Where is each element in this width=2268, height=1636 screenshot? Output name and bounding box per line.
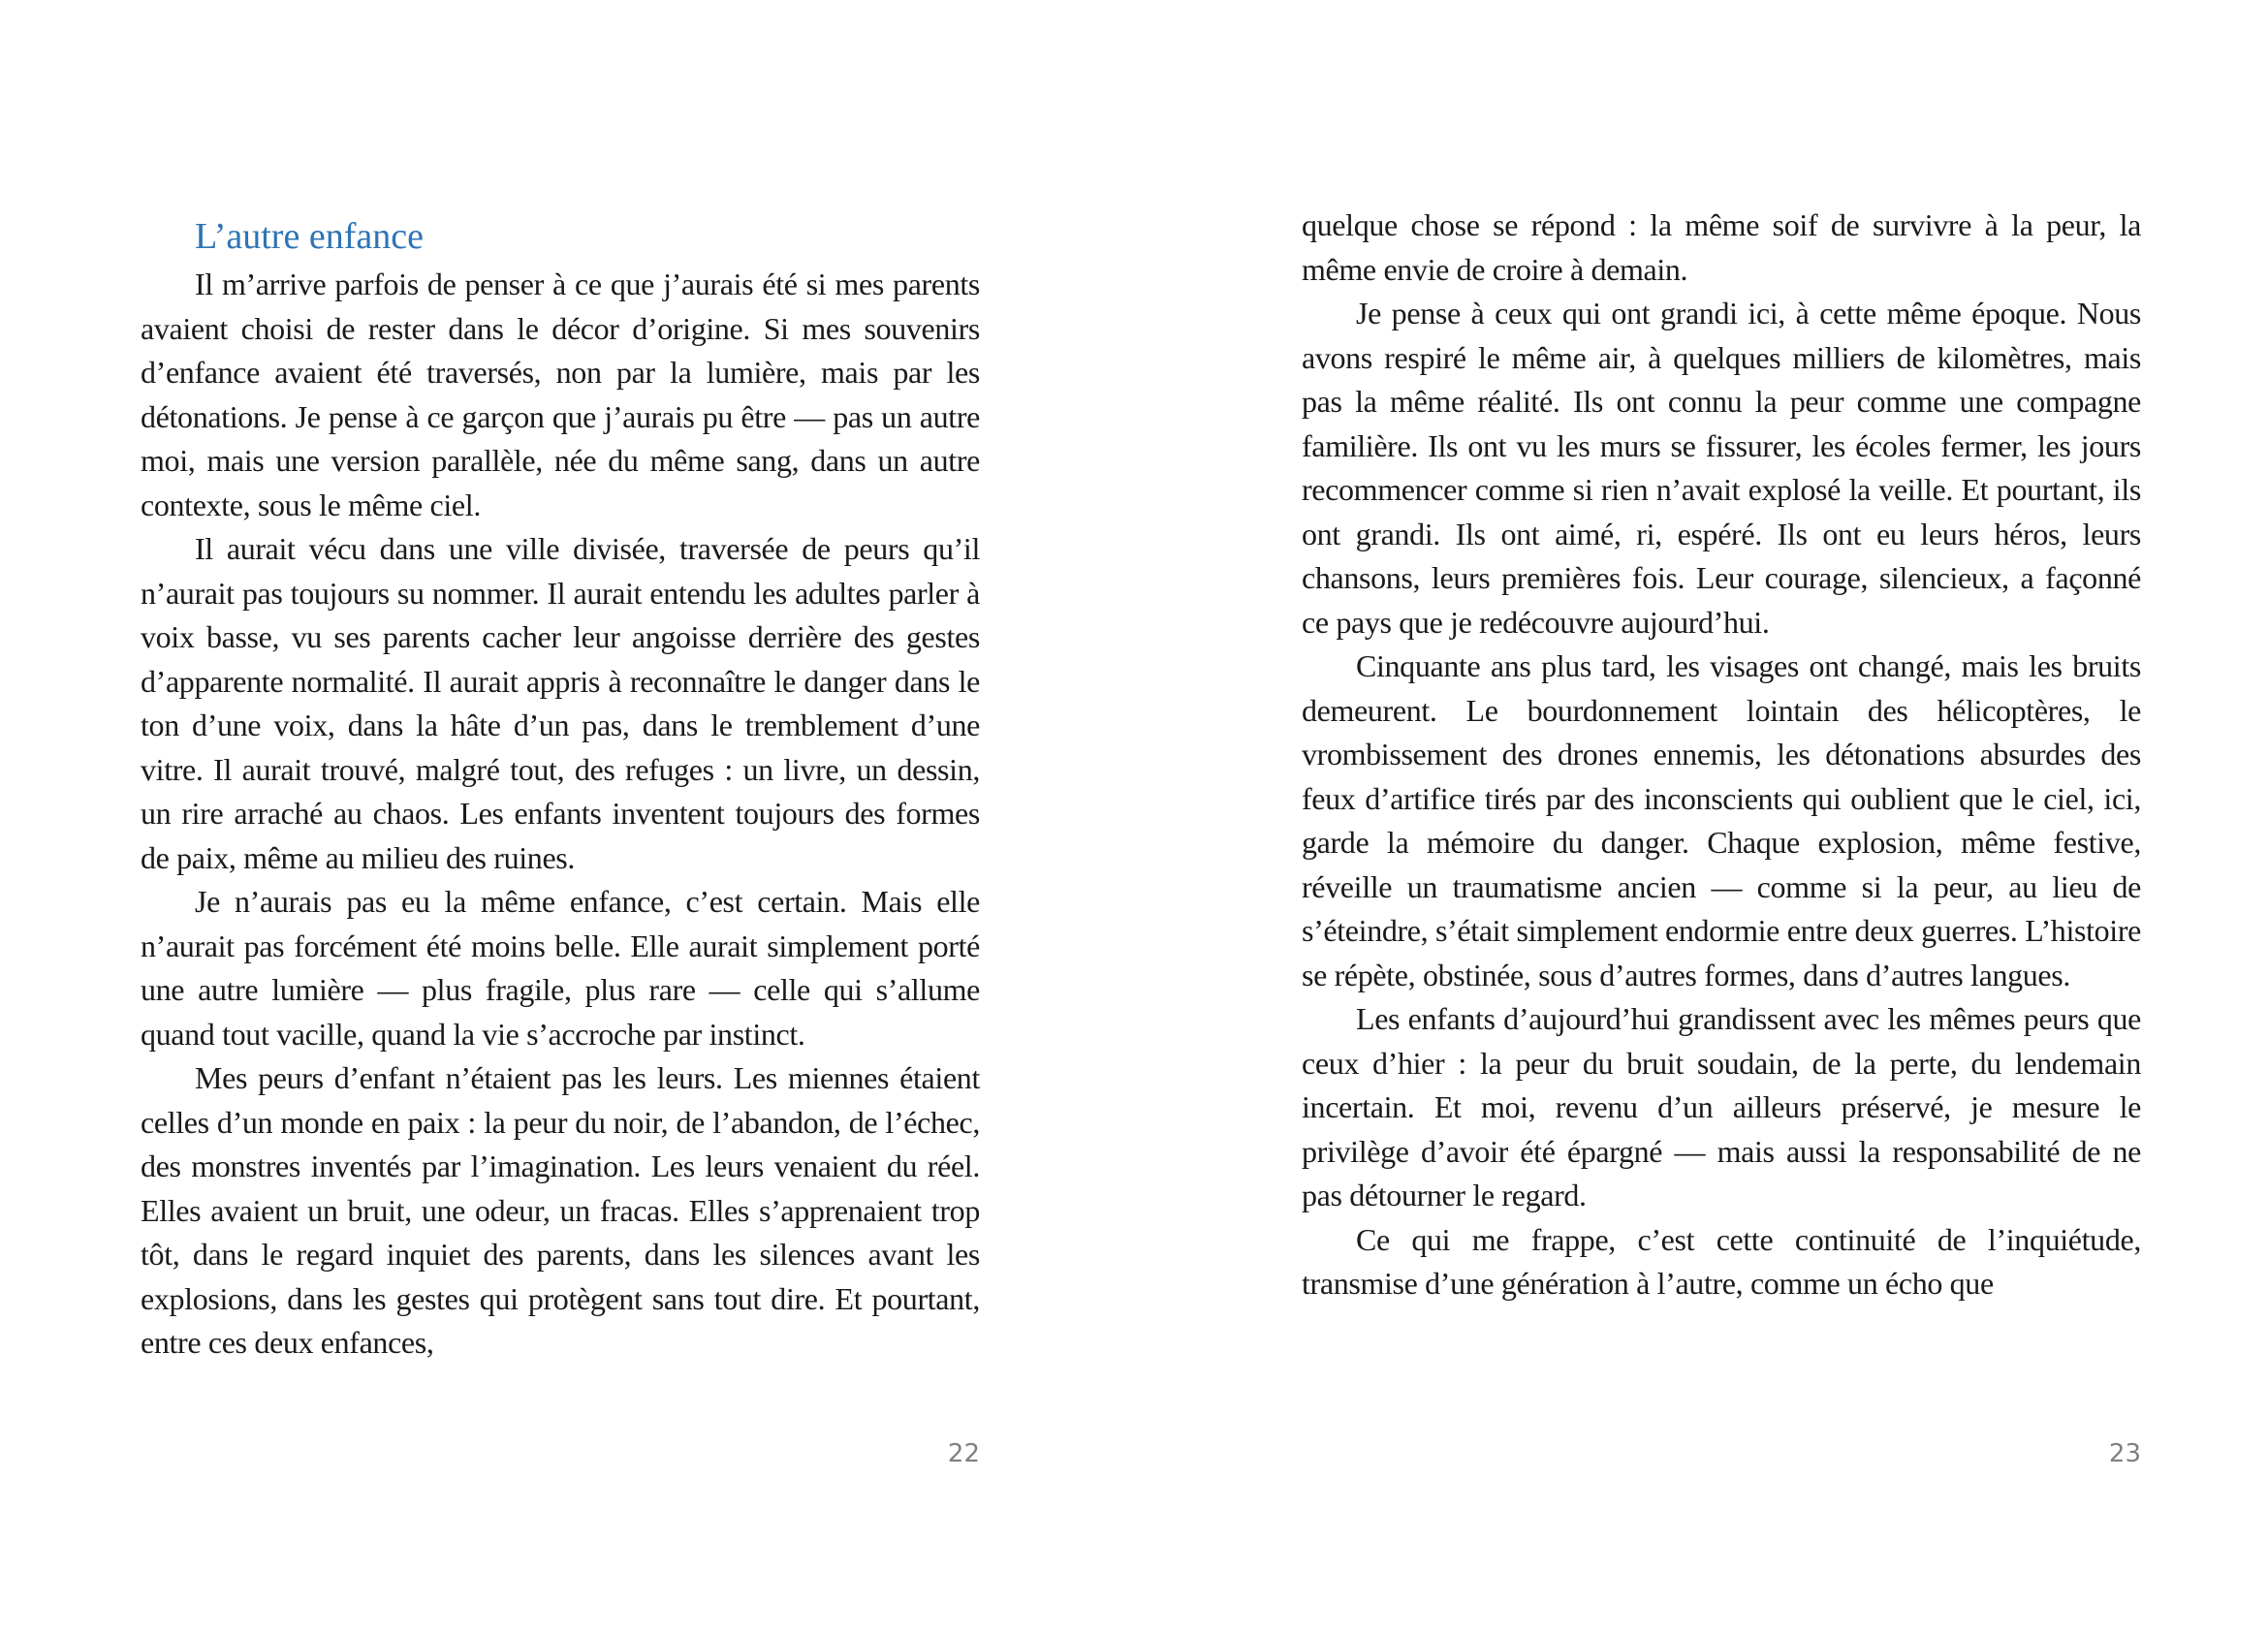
paragraph: Les enfants d’aujourd’hui grandissent avec les mêmes peurs que ceux d’hier : la peur du bruit soudain, de la perte, du lendemain incertain. Et moi, revenu d’un ailleurs préservé, je mesure le privilège d’avoir été épargné — mais aussi la responsabilité de ne pas détourner le regard. <box>1302 1001 2141 1212</box>
paragraph: Je pense à ceux qui ont grandi ici, à cette même époque. Nous avons respiré le même air, à quelques milliers de kilomètres, mais pas la même réalité. Ils ont connu la peur comme une compagne familière. Ils ont vu les murs se fissurer, les écoles fermer, les jours recommencer comme si rien n’avait explosé la veille. Et pourtant, ils ont grandi. Ils ont aimé, ri, espéré. Ils ont eu leurs héros, leurs chansons, leurs premières fois. Leur courage, silencieux, a façonné ce pays que je redécouvre aujourd’hui. <box>1302 296 2141 640</box>
paragraph: Cinquante ans plus tard, les visages ont changé, mais les bruits demeurent. Le bourdonnement lointain des hélicoptères, le vrombissement des drones ennemis, les détonations absurdes des feux d’artifice tirés par des inconscients qui oublient que le ciel, ici, garde la mémoire du danger. Chaque explosion, même festive, réveille un traumatisme ancien — comme si la peur, au lieu de s’éteindre, s’était simplement endormie entre deux guerres. L’histoire se répète, obstinée, sous d’autres formes, dans d’autres langues. <box>1302 648 2141 992</box>
right-page <box>1302 204 2141 1306</box>
page-number-left: 22 <box>947 1439 980 1468</box>
paragraph: Je n’aurais pas eu la même enfance, c’est certain. Mais elle n’aurait pas forcément été moins belle. Elle aurait simplement porté une autre lumière — plus fragile, plus rare — celle qui s’allume quand tout vacille, quand la vie s’accroche par instinct. <box>141 884 980 1052</box>
page-number-right: 23 <box>2108 1439 2141 1468</box>
paragraph: Il m’arrive parfois de penser à ce que j’aurais été si mes parents avaient choisi de rester dans le décor d’origine. Si mes souvenirs d’enfance avaient été traversés, non par la lumière, mais par les détonations. Je pense à ce garçon que j’aurais pu être — pas un autre moi, mais une version parallèle, née du même sang, dans un autre contexte, sous le même ciel. <box>141 267 980 522</box>
left-page <box>141 204 980 1366</box>
chapter-title: L’autre enfance <box>195 216 424 257</box>
paragraph: Il aurait vécu dans une ville divisée, traversée de peurs qu’il n’aurait pas toujours su nommer. Il aurait entendu les adultes parler à voix basse, vu ses parents cacher leur angoisse derrière des gestes d’apparente normalité. Il aurait appris à reconnaître le danger dans le ton d’une voix, dans la hâte d’un pas, dans le tremblement d’une vitre. Il aurait trouvé, malgré tout, des refuges : un livre, un dessin, un rire arraché au chaos. Les enfants inventent toujours des formes de paix, même au milieu des ruines. <box>141 531 980 875</box>
paragraph: Ce qui me frappe, c’est cette continuité de l’inquiétude, transmise d’une génération à l’autre, comme un écho que <box>1302 1221 2141 1301</box>
paragraph-continuation: quelque chose se répond : la même soif de survivre à la peur, la même envie de croire à demain. <box>1302 207 2141 287</box>
paragraph: Mes peurs d’enfant n’étaient pas les leurs. Les miennes étaient celles d’un monde en paix : la peur du noir, de l’abandon, de l’échec, des monstres inventés par l’imagination. Les leurs venaient du réel. Elles avaient un bruit, une odeur, un fracas. Elles s’apprenaient trop tôt, dans le regard inquiet des parents, dans les silences avant les explosions, dans les gestes qui protègent sans tout dire. Et pourtant, entre ces deux enfances, <box>141 1060 980 1360</box>
